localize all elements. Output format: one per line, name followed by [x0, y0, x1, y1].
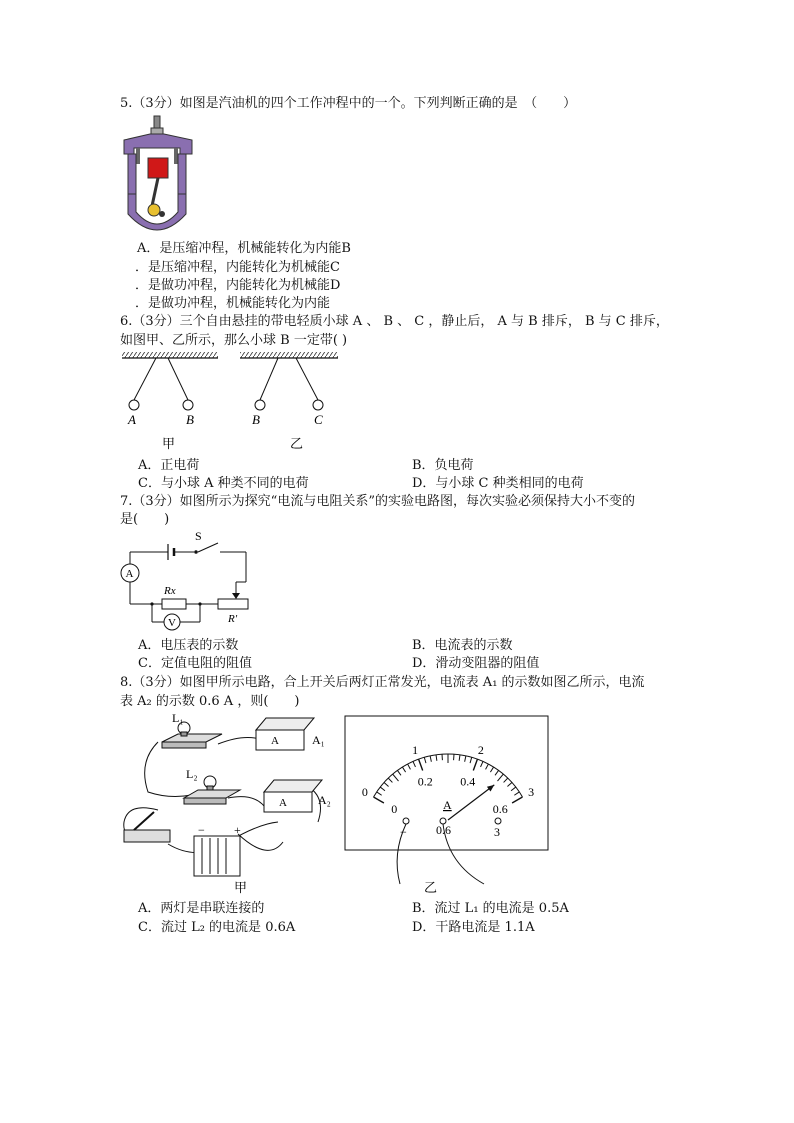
ammeter-label: A [125, 568, 134, 580]
q6-stem-line1: 6.（3分）三个自由悬挂的带电轻质小球 A 、 B 、 C ，静止后， A 与 B 排斥， B 与 C 排斥， [120, 314, 669, 329]
ball-a-label: A [128, 412, 136, 427]
q8-option-b: B．流过 L₁ 的电流是 0.5A [412, 901, 569, 916]
dial-lower-tick-label: 0.4 [460, 774, 476, 789]
dial-unit: A [443, 798, 452, 812]
fig-yi-label: 乙 [290, 436, 304, 451]
lamp-l1-label: L₁ [172, 712, 184, 725]
pendulum-figure [118, 350, 348, 455]
rx-label: Rx [164, 585, 176, 597]
dial-upper-tick-label: 1 [412, 742, 419, 757]
engine-figure [120, 114, 200, 242]
q5-option-d: ．是做功冲程，机械能转化为内能 [135, 296, 331, 311]
rheostat-label: R′ [228, 613, 238, 625]
ammeter-a1-label: A₁ [312, 733, 325, 747]
dial-lower-tick-label: 0.2 [417, 774, 433, 789]
q6-option-d: D．与小球 C 种类相同的电荷 [412, 476, 584, 491]
battery-minus: − [198, 823, 205, 837]
dial-lower-tick-label: 0.6 [492, 802, 508, 816]
dial-upper-tick-label: 3 [528, 785, 535, 799]
ammeter-a2-label: A₂ [318, 793, 331, 807]
q8-option-a: A．两灯是串联连接的 [138, 901, 265, 916]
terminal-3: 3 [494, 825, 500, 839]
physical-circuit-figure [118, 712, 338, 897]
ammeter-a1-face: A [271, 735, 279, 747]
q5-option-b: ．是压缩冲程，内能转化为机械能C [135, 260, 340, 275]
ball-b-label-left: B [186, 412, 194, 427]
ammeter-a2-face: A [279, 797, 287, 809]
q6-stem-line2: 如图甲、乙所示，那么小球 B 一定带( ) [120, 333, 348, 348]
terminal-06: 0.6 [436, 823, 451, 837]
q7-option-a: A．电压表的示数 [138, 638, 239, 653]
q5-stem: 5.（3分）如图是汽油机的四个工作冲程中的一个。下列判断正确的是 （ ） [120, 96, 577, 111]
circuit-diagram [118, 530, 258, 635]
q7-stem-line2: 是( ) [120, 512, 170, 527]
q7-stem-line1: 7.（3分）如图所示为探究“电流与电阻关系”的实验电路图，每次实验必须保持大小不变的 [120, 494, 635, 509]
q8-stem-line2: 表 A₂ 的示数 0.6 A ，则( ) [120, 694, 300, 709]
q8-option-d: D．干路电流是 1.1A [412, 920, 535, 935]
ball-b-label-right: B [252, 412, 260, 427]
switch-label: S [195, 530, 202, 543]
q7-option-d: D．滑动变阻器的阻值 [412, 656, 540, 671]
q8-stem-line1: 8.（3分）如图甲所示电路，合上开关后两灯正常发光，电流表 A₁ 的示数如图乙所示，电流 [120, 675, 645, 690]
q6-option-c: C．与小球 A 种类不同的电荷 [138, 476, 309, 491]
q6-option-b: B．负电荷 [412, 458, 474, 473]
voltmeter-label: V [168, 617, 176, 629]
q5-option-c: ．是做功冲程，内能转化为机械能D [135, 278, 341, 293]
lamp-l2-label: L₂ [186, 767, 198, 781]
dial-lower-tick-label: 0 [391, 802, 398, 816]
fig-jia-label: 甲 [162, 436, 176, 451]
fig8-yi-label: 乙 [424, 880, 438, 895]
q7-option-b: B．电流表的示数 [412, 638, 513, 653]
ball-c-label: C [314, 412, 323, 427]
q8-option-c: C．流过 L₂ 的电流是 0.6A [138, 920, 296, 935]
q6-option-a: A．正电荷 [138, 458, 200, 473]
terminal-minus: − [400, 825, 407, 839]
fig8-jia-label: 甲 [234, 880, 248, 895]
battery-plus: + [234, 823, 241, 837]
dial-upper-tick-label: 2 [477, 742, 484, 757]
ammeter-dial-figure [344, 714, 554, 896]
dial-upper-tick-label: 0 [361, 785, 368, 799]
q7-option-c: C．定值电阻的阻值 [138, 656, 252, 671]
q5-option-a: A．是压缩冲程，机械能转化为内能B [137, 241, 351, 256]
